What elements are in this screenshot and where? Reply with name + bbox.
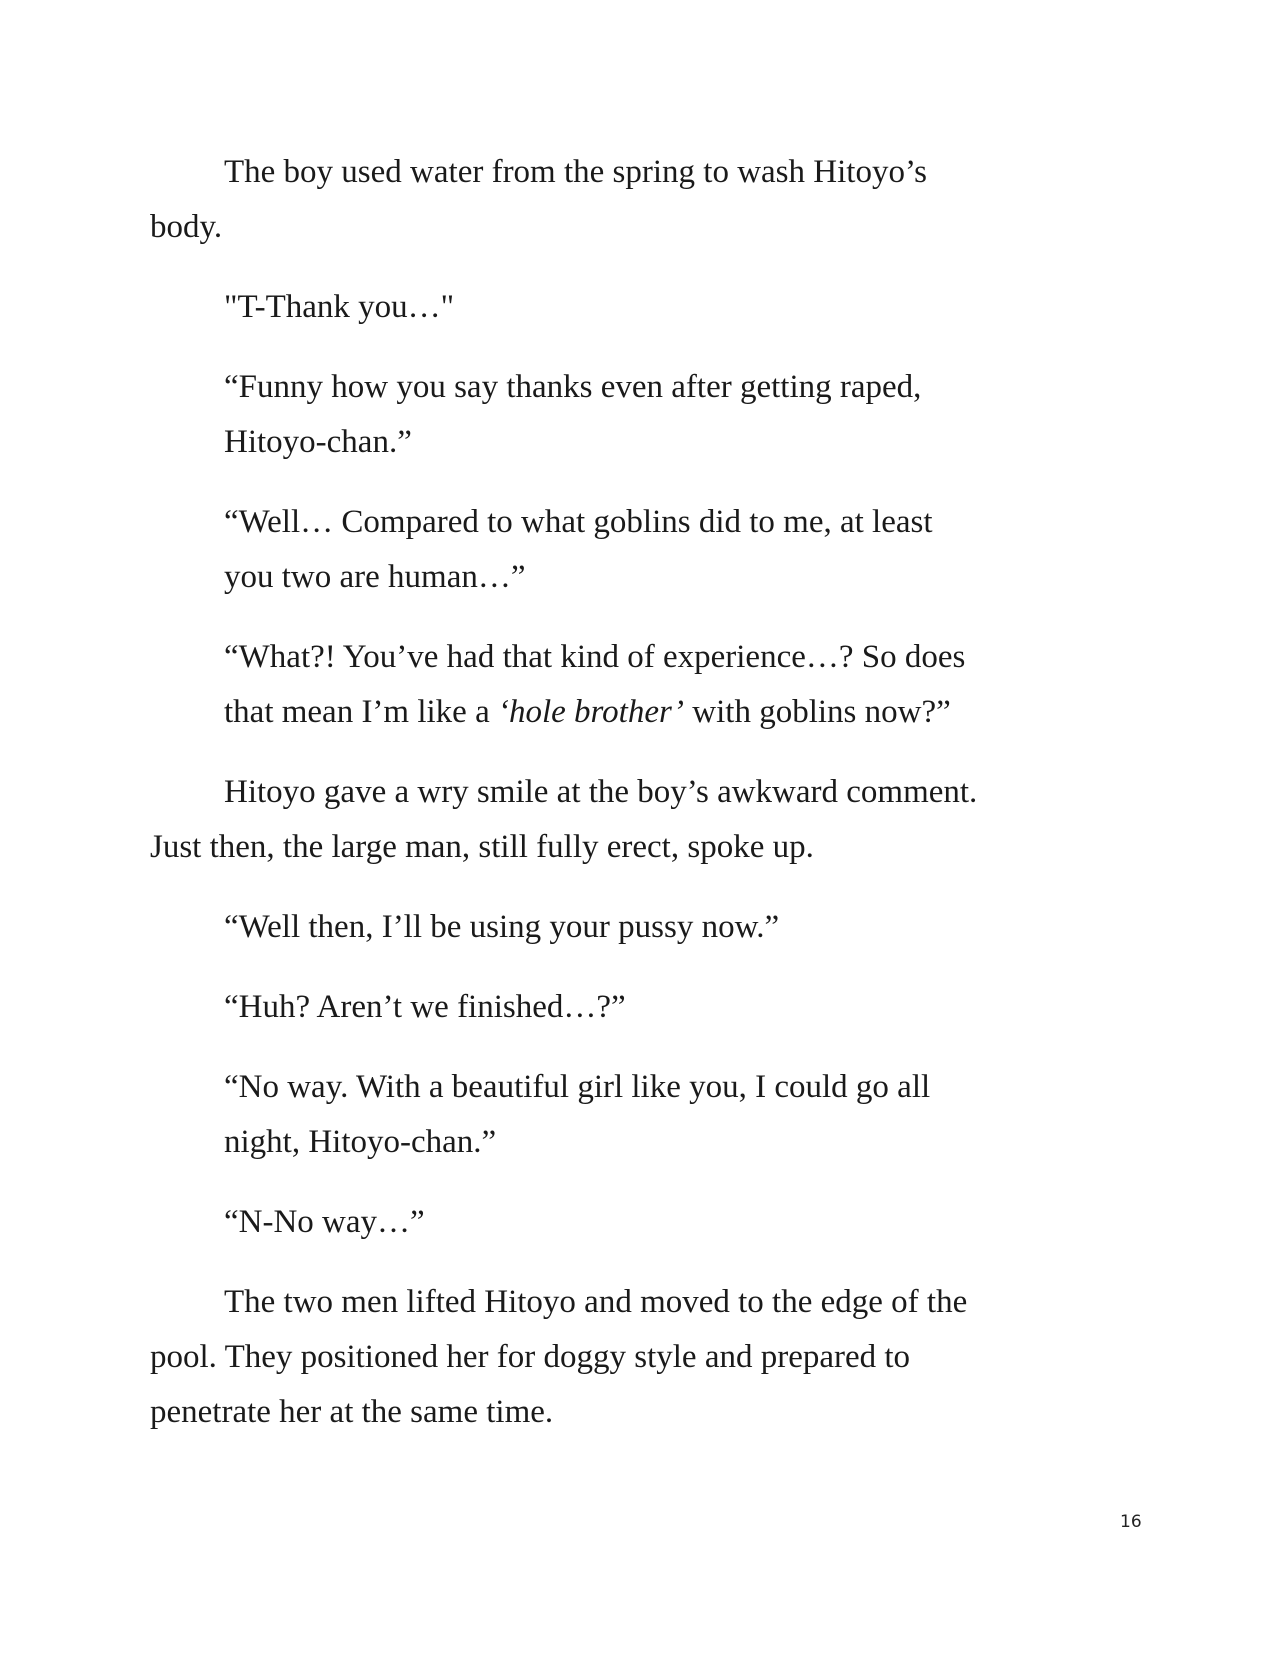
paragraph bbox=[150, 360, 1130, 470]
paragraph bbox=[150, 1195, 1130, 1250]
text-line: you two are human…” bbox=[224, 559, 526, 595]
text-line: body. bbox=[150, 209, 223, 245]
text-line: Hitoyo gave a wry smile at the boy’s awkward comment. bbox=[224, 774, 978, 810]
paragraph bbox=[150, 1275, 1130, 1440]
paragraph bbox=[150, 765, 1130, 875]
text-line bbox=[150, 685, 1130, 740]
page-body bbox=[150, 145, 1130, 1465]
text-line: Just then, the large man, still fully erect, spoke up. bbox=[150, 829, 814, 865]
text-line: “N-No way…” bbox=[224, 1204, 425, 1240]
text-line: “Funny how you say thanks even after getting raped, bbox=[224, 369, 922, 405]
text-line: penetrate her at the same time. bbox=[150, 1394, 554, 1430]
paragraph bbox=[150, 280, 1130, 335]
paragraph bbox=[150, 900, 1130, 955]
text-line: The two men lifted Hitoyo and moved to the edge of the bbox=[224, 1284, 968, 1320]
text-line: “What?! You’ve had that kind of experience…? So does bbox=[224, 639, 966, 675]
text-line: "T-Thank you…" bbox=[224, 289, 455, 325]
text-line: “No way. With a beautiful girl like you, I could go all bbox=[224, 1069, 931, 1105]
text-segment: with goblins now?” bbox=[684, 694, 951, 730]
paragraph bbox=[150, 495, 1130, 605]
text-segment: that mean I’m like a bbox=[224, 694, 498, 730]
paragraph bbox=[150, 145, 1130, 255]
text-line: “Huh? Aren’t we finished…?” bbox=[224, 989, 626, 1025]
paragraph bbox=[150, 630, 1130, 740]
text-line: night, Hitoyo-chan.” bbox=[224, 1124, 497, 1160]
paragraph bbox=[150, 1060, 1130, 1170]
italic-text: ‘hole brother’ bbox=[497, 694, 685, 730]
text-line: “Well then, I’ll be using your pussy now.” bbox=[224, 909, 780, 945]
page-number: 16 bbox=[1120, 1512, 1142, 1532]
text-line: Hitoyo-chan.” bbox=[224, 424, 412, 460]
text-line: The boy used water from the spring to wash Hitoyo’s bbox=[224, 154, 927, 190]
text-line: “Well… Compared to what goblins did to me, at least bbox=[224, 504, 933, 540]
paragraph bbox=[150, 980, 1130, 1035]
text-line: pool. They positioned her for doggy style and prepared to bbox=[150, 1339, 911, 1375]
